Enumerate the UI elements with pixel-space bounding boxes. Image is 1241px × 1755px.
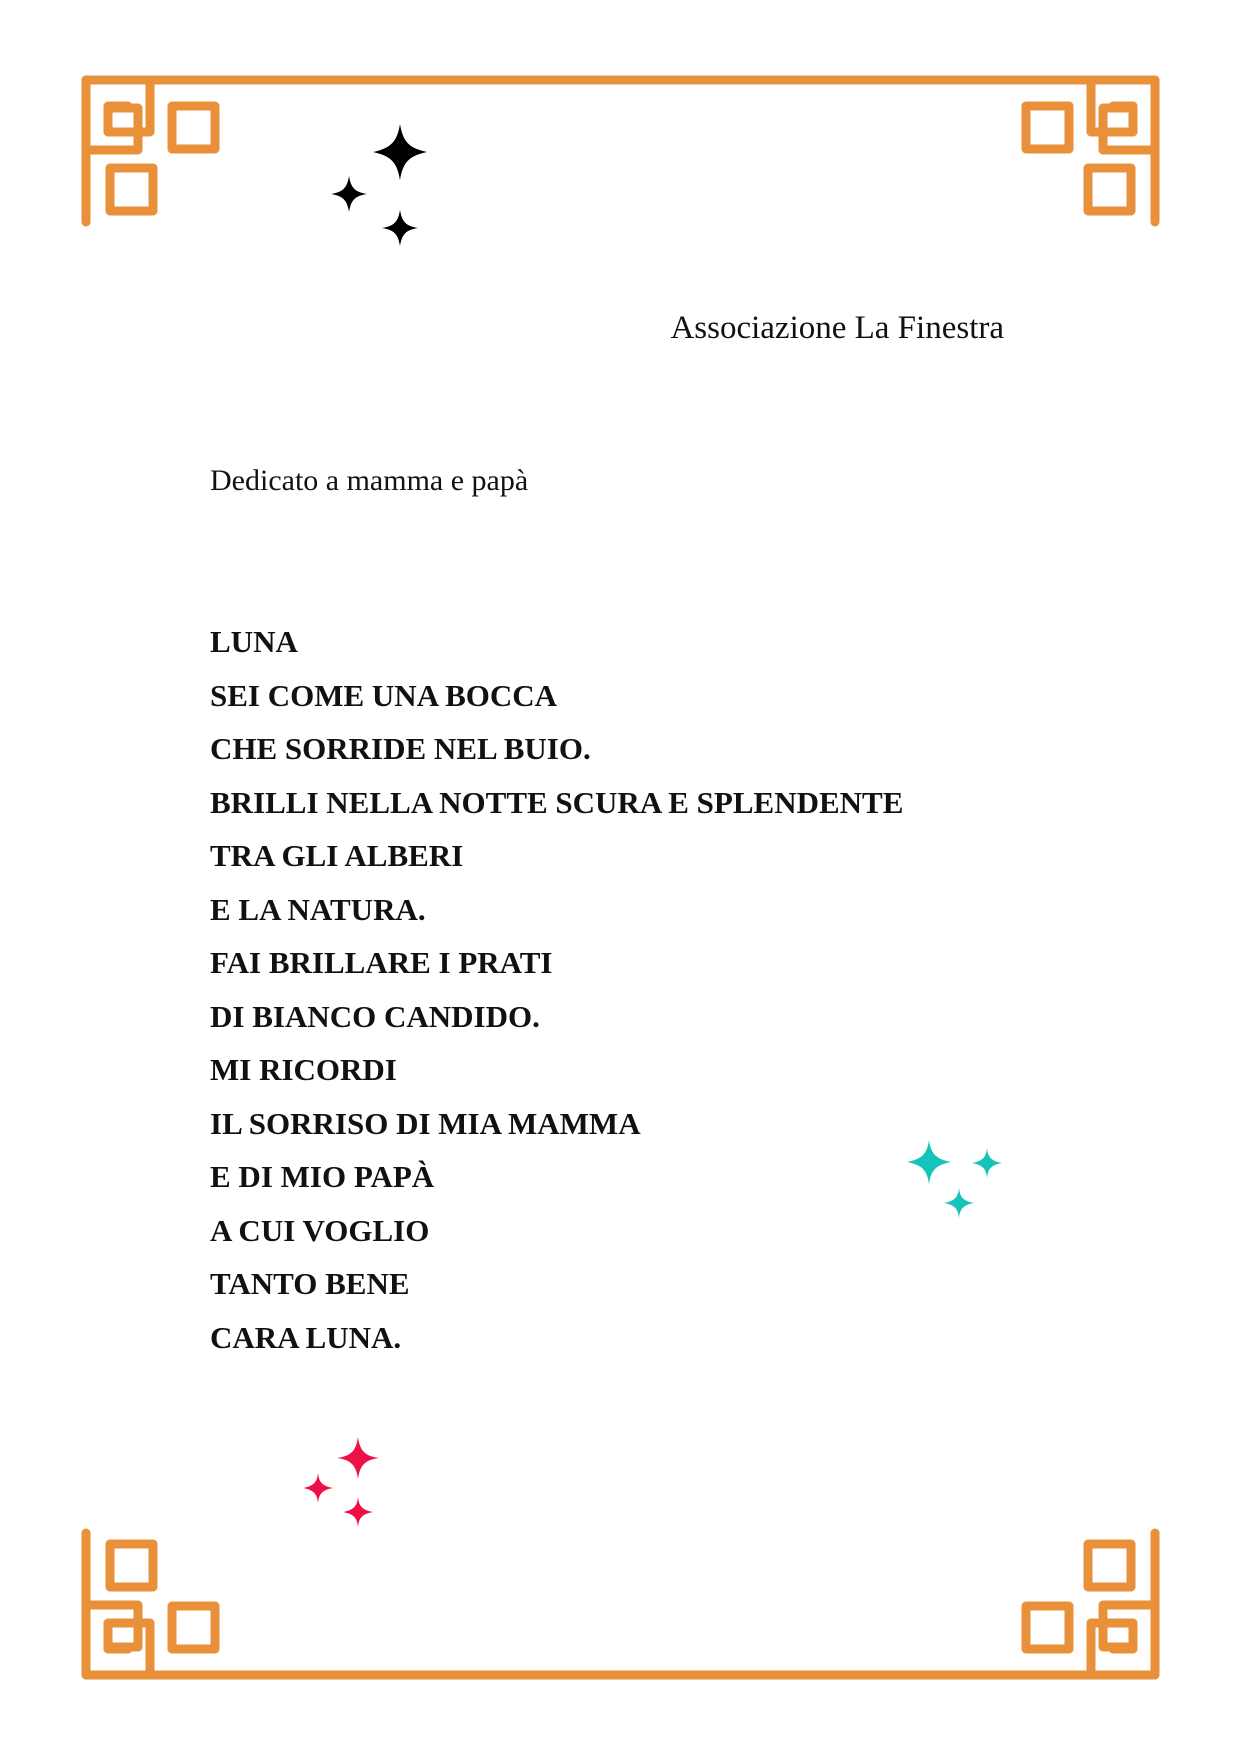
poem-line: CHE SORRIDE NEL BUIO.: [210, 731, 591, 766]
poem-line: TANTO BENE: [210, 1266, 410, 1301]
poem-line: A CUI VOGLIO: [210, 1212, 430, 1248]
poem-line: DI BIANCO CANDIDO.: [210, 998, 540, 1034]
poem: [210, 624, 904, 1376]
black-sparkles-icon: [325, 118, 435, 258]
poem-line: E DI MIO PAPÀ: [210, 1159, 435, 1194]
poem-line: LUNA: [210, 624, 298, 659]
poem-line: CARA LUNA.: [210, 1319, 402, 1355]
poem-line: MI RICORDI: [210, 1052, 397, 1087]
teal-sparkles-icon: [905, 1138, 1010, 1220]
organization-name: Associazione La Finestra: [670, 310, 1004, 346]
poem-line: FAI BRILLARE I PRATI: [210, 945, 553, 980]
poem-line: BRILLI NELLA NOTTE SCURA E SPLENDENTE: [210, 784, 904, 820]
poem-line: IL SORRISO DI MIA MAMMA: [210, 1105, 641, 1141]
poem-line: TRA GLI ALBERI: [210, 838, 464, 873]
poem-line: SEI COME UNA BOCCA: [210, 677, 558, 713]
poem-line: E LA NATURA.: [210, 891, 426, 927]
red-sparkles-icon: [300, 1435, 385, 1530]
dedication: Dedicato a mamma e papà: [210, 464, 529, 497]
